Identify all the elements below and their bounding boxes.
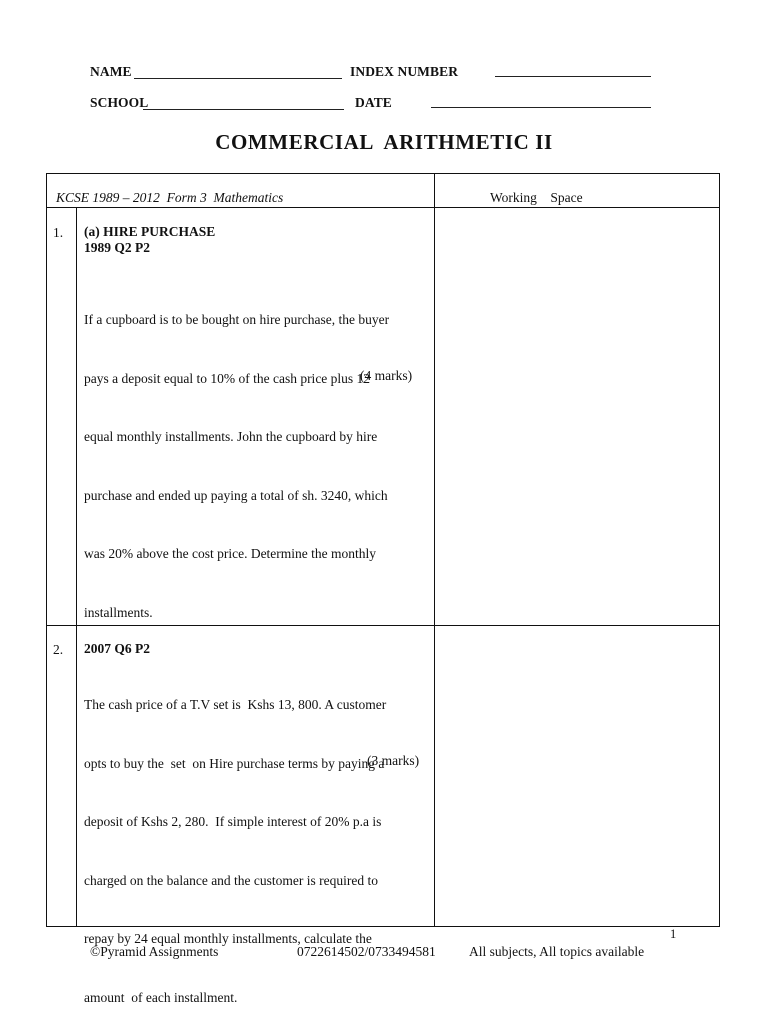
question-line: installments.: [84, 604, 153, 620]
question-line: amount of each installment.: [84, 989, 238, 1005]
question-line: deposit of Kshs 2, 280. If simple interest of 20% p.a is: [84, 814, 382, 829]
question-body: [84, 656, 429, 1027]
question-line: charged on the balance and the customer is required to: [84, 872, 379, 888]
table-header-divider: [46, 207, 720, 208]
footer-tagline: All subjects, All topics available: [469, 944, 645, 959]
question-marks: (4 marks): [360, 368, 413, 383]
question-line: purchase and ended up paying a total of sh. 3240, which: [84, 487, 388, 503]
question-heading: [84, 641, 150, 657]
name-underline: [134, 78, 342, 79]
question-line: equal monthly installments. John the cupboard by hire: [84, 429, 378, 444]
number-column-divider: [76, 207, 77, 927]
question-line: was 20% above the cost price. Determine the monthly: [84, 546, 377, 561]
index-number-underline: [495, 76, 651, 77]
school-label: SCHOOL: [90, 95, 149, 110]
question-topic: (a) HIRE PURCHASE: [84, 224, 216, 239]
question-reference: 1989 Q2 P2: [84, 240, 150, 255]
school-underline: [143, 109, 344, 110]
question-marks: (3 marks): [367, 753, 420, 768]
table-border-right: [719, 173, 720, 927]
question-line: opts to buy the set on Hire purchase terms by paying a: [84, 755, 385, 771]
table-border-left: [46, 173, 47, 927]
page-number: 1: [670, 927, 677, 941]
question-heading: [84, 224, 215, 256]
question-line: The cash price of a T.V set is Kshs 13, 800. A customer: [84, 697, 387, 712]
name-label: NAME: [90, 64, 132, 79]
footer-phones: 0722614502/0733494581: [297, 944, 436, 959]
working-space-label: Working Space: [490, 190, 583, 205]
question-line: repay by 24 equal monthly installments, calculate the: [84, 931, 372, 946]
footer-copyright: ©Pyramid Assignments: [90, 944, 219, 959]
question-body: [84, 271, 429, 642]
table-border-top: [46, 173, 720, 174]
question-line: If a cupboard is to be bought on hire purchase, the buyer: [84, 312, 390, 327]
date-label: DATE: [355, 95, 392, 110]
question-line: pays a deposit equal to 10% of the cash price plus 12: [84, 370, 371, 386]
question-number: 1.: [53, 225, 64, 240]
working-space-divider: [434, 173, 435, 927]
page-title: COMMERCIAL ARITHMETIC II: [215, 130, 553, 154]
source-label: KCSE 1989 – 2012 Form 3 Mathematics: [56, 190, 284, 205]
index-number-label: INDEX NUMBER: [350, 64, 459, 79]
question-reference: 2007 Q6 P2: [84, 641, 150, 656]
question-number: 2.: [53, 642, 64, 657]
date-underline: [431, 107, 651, 108]
